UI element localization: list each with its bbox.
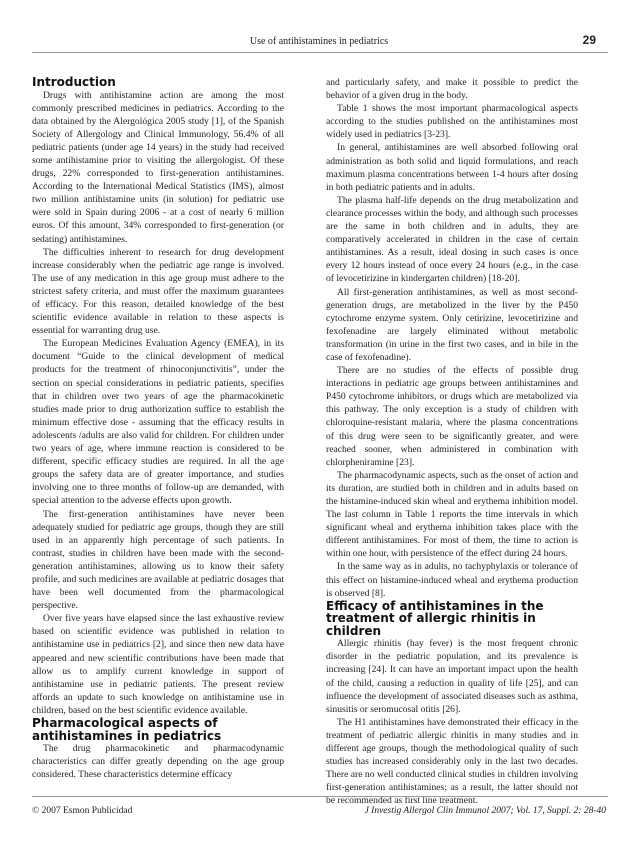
paragraph: The European Medicines Evaluation Agency (EMEA), in its document “Guide to the clinical development of medical products for the treatment of rhinoconjunctivitis”, under the section on special considerations in pediatric patients, specifies that in children over two years of age the pharmacokinetic studies made prior to drug authorization suffice to establish the minimum effective dose - assuming that the efficacy results in adolescents /adults are also valid for children. For children under two years of age, where immune reaction is considered to be different, specific efficacy studies are required. In all the age groups the safety data are of greater importance, and studies involving one to three months of follow-up are demanded, with special attention to the adverse effects upon growth. [32,338,284,507]
footer-divider [32,796,608,797]
paragraph: Over five years have elapsed since the last exhaustive review based on scientific evidence was published in relation to antihistamine use in pediatrics [2], and since then new data have appeared and new scientific contributions have been made that allow us to amplify current knowledge in support of antihistamine use in pediatric patients. The present review affords an update to such knowledge on antihistamine use in children, based on the best scientific evidence available. [32,613,284,716]
page-number: 29 [582,33,596,47]
paragraph: In general, antihistamines are well absorbed following oral administration as both solid and liquid formulations, and reach maximum plasma concentrations between 1-4 hours after dosing in both pediatric patients and in adults. [326,142,578,193]
section-heading-pharmacological-aspects: Pharmacological aspects of antihistamines in pediatrics [32,716,222,743]
paragraph: The pharmacodynamic aspects, such as the onset of action and its duration, are studied both in children and in adults based on the histamine-induced skin wheal and erythema inhibition model. The last column in Table 1 reports the time intervals in which significant wheal and erythema inhibition takes place with the different antihistamines. For most of them, the time to action is within one hour, with persistence of the effect during 24 hours. [326,469,578,560]
paragraph: The difficulties inherent to research for drug development increase considerably when the pediatric age range is involved. The use of any medication in this age group must adhere to the strictest safety criteria, and must offer the maximum guarantees of efficacy. For this reason, detailed knowledge of the best scientific evidence available in relation to these aspects is essential for warranting drug use. [32,246,284,337]
paragraph: The drug pharmacokinetic and pharmacodynamic characteristics can differ greatly depending on the age group considered. These characteristics determine efficacy [32,743,284,781]
header-divider [32,52,608,53]
paragraph: Drugs with antihistamine action are among the most commonly prescribed medicines in pediatrics. According to the data obtained by the Alergológica 2005 study [1], of the Spanish Society of Allergology and Clinical Immunology, 56.4% of all pediatric patients (under age 14 years) in the study had received some antihistamine prior to visiting the allergologist. Of these drugs, 22% corresponded to first-generation antihistamines. According to the International Medical Statistics (IMS), almost two million antihistamine units (in solution) for pediatric use were sold in Spain during 2006 - at a cost of nearly 6 million euros. Of this amount, 34% corresponded to first-generation (or sedating) antihistamines. [32,89,284,245]
paragraph: and particularly safety, and make it possible to predict the behavior of a given drug in the body. [326,77,578,102]
paragraph: Allergic rhinitis (hay fever) is the most frequent chronic disorder in the pediatric population, and its prevalence is increasing [24]. It can have an important impact upon the health of the child, causing a reduction in quality of life [25], and can influence the development of associated diseases such as asthma, sinusitis or seromucosal otitis [26]. [326,638,578,715]
paragraph: There are no studies of the effects of possible drug interactions in pediatric age groups between antihistamines and P450 cytochrome inhibitors, or drugs which are metabolized via this pathway. The only exception is a study of children with chloroquine-resistant malaria, where the plasma concentrations of this drug were seen to be significantly greater, and were reached sooner, when administered in combination with chlorpheniramine [23]. [326,365,578,468]
section-heading-introduction: Introduction [32,75,116,89]
paragraph: In the same way as in adults, no tachyphylaxis or tolerance of this effect on histamine-induced wheal and erythema production is observed [8]. [326,561,578,599]
running-title: Use of antihistamines in pediatrics [249,36,389,47]
paragraph: The plasma half-life depends on the drug metabolization and clearance processes within the body, and although such processes are the same in both children and in adults, they are comparatively accelerated in children in the case of certain antihistamines. As a result, ideal dosing in such cases is once every 12 hours instead of once every 24 hours (e.g., in the case of levocetirizine in kindergarten children) [18-20]. [326,194,578,285]
left-column [32,76,284,781]
paragraph: The H1 antihistamines have demonstrated their efficacy in the treatment of pediatric allergic rhinitis in many studies and in different age groups, though the methodological quality of such studies has increased considerably only in the last two decades. There are no well conducted clinical studies in children involving first-generation antihistamines; as a result, the latter should not be recommended as first line treatment. [326,716,578,807]
journal-citation: J Investig Allergol Clin Immunol 2007; Vol. 17, Suppl. 2: 28-40 [364,806,606,816]
paragraph: All first-generation antihistamines, as well as most second-generation drugs, are metabolized in the liver by the P450 cytochrome enzyme system. Only cetirizine, levocetirizine and fexofenadine are largely eliminated without metabolic transformation (in urine in the first two cases, and in bile in the case of fexofenadine). [326,286,578,363]
paragraph: Table 1 shows the most important pharmacological aspects according to the studies published on the antihistamines most widely used in pediatrics [3-23]. [326,103,578,141]
section-heading-efficacy: Efficacy of antihistamines in the treatment of allergic rhinitis in children [326,598,544,638]
right-column [326,76,578,807]
copyright-notice: © 2007 Esmon Publicidad [32,806,133,816]
paragraph: The first-generation antihistamines have never been adequately studied for pediatric age groups, though they are still used in an apparently high percentage of such patients. In contrast, studies in children have been made with the second-generation antihistamines, allowing us to know their safety profile, and such medicines are available at pediatric dosages that have been well documented from the pharmacological perspective. [32,508,284,612]
